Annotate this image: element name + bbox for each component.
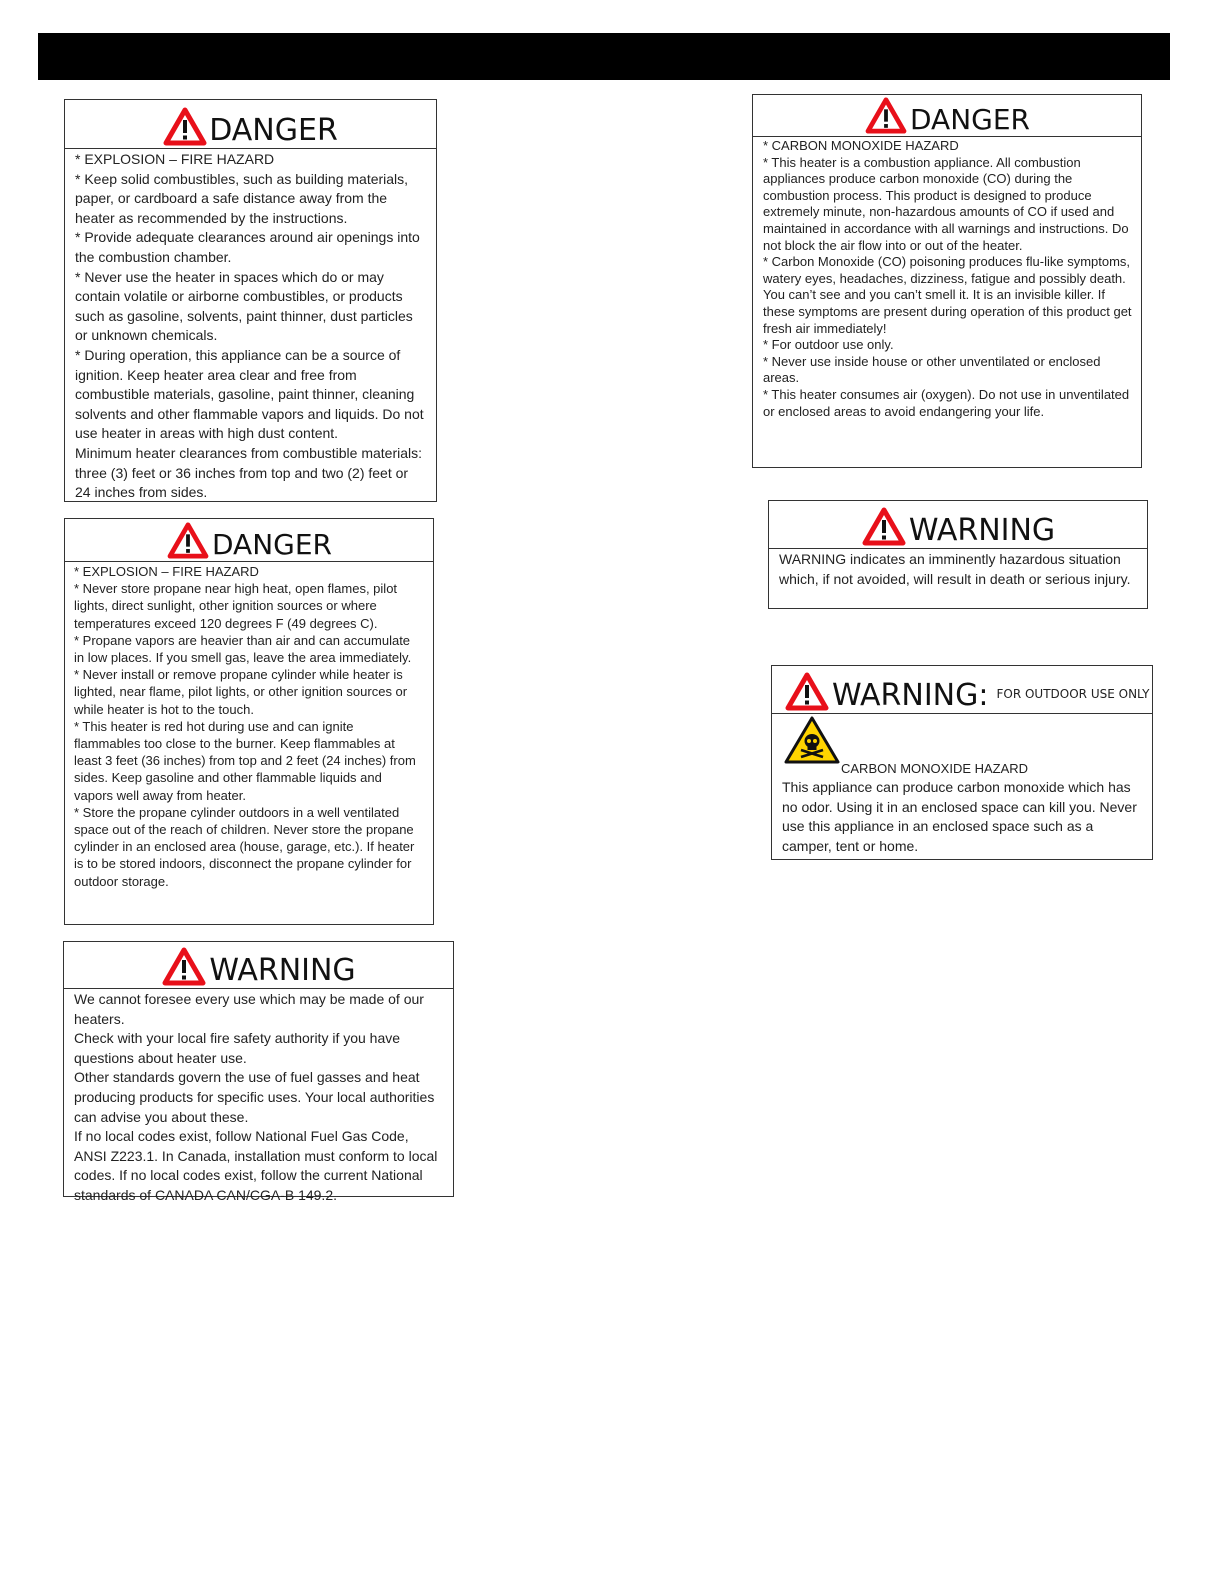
text-line: * Never use inside house or other unventilated or enclosed areas. — [763, 353, 1101, 386]
warning-body — [772, 776, 1152, 856]
warning-triangle-icon — [861, 507, 907, 546]
danger-header — [753, 95, 1141, 137]
text-line: * Propane vapors are heavier than air and can accumulate in low places. If you smell gas, leave the area immediately. — [74, 632, 412, 666]
warning-title: WARNING: — [832, 678, 989, 713]
text-line: * EXPLOSION – FIRE HAZARD — [74, 564, 259, 579]
danger-title: DANGER — [209, 113, 338, 148]
warning-body — [64, 989, 453, 1206]
text-line: * Store the propane cylinder outdoors in a well ventilated space out of the reach of children. Never store the propane cylinder in an enclosed area (house, garage, etc.). If heater is to be stored indoors, disconnect the propane cylinder for outdoor storage. — [74, 804, 415, 889]
text-line: * This heater is red hot during use and can ignite flammables too close to the burner. Keep flammables at least 3 feet (36 inches) from top and 2 feet (24 inches) from sides. Keep gasoline and other flammable liquids and vapors well away from heater. — [74, 718, 416, 803]
warning-triangle-icon — [166, 522, 210, 559]
co-hazard-row — [772, 714, 1152, 776]
danger-header — [65, 100, 436, 149]
danger-header — [65, 519, 433, 562]
text-line: * This heater consumes air (oxygen). Do not use in unventilated or enclosed areas to avoid endangering your life. — [763, 386, 1130, 419]
danger-body — [753, 137, 1141, 420]
danger-explosion-box — [64, 99, 437, 502]
warning-triangle-icon — [864, 97, 908, 134]
warning-body — [769, 549, 1147, 589]
text-line: * Carbon Monoxide (CO) poisoning produces flu-like symptoms, watery eyes, headaches, dizziness, fatigue and possibly death. You can’t see and you can’t smell it. It is an invisible killer. If these symptoms are present during operation of this product get fresh air immediately! — [763, 254, 1132, 336]
text-line: * Never install or remove propane cylinder while heater is lighted, near flame, pilot lights, or other ignition sources or while heater is hot to the touch. — [74, 667, 408, 717]
text-line: Other standards govern the use of fuel gasses and heat producing products for specific uses. Your local authorities can advise you about these. — [74, 1069, 435, 1125]
danger-co-box — [752, 94, 1142, 468]
warning-definition-box — [768, 500, 1148, 609]
text-line: * CARBON MONOXIDE HAZARD — [763, 138, 959, 153]
danger-title: DANGER — [909, 103, 1030, 136]
co-warning-text: This appliance can produce carbon monoxide which has no odor. Using it in an enclosed space can kill you. Never use this appliance in an enclosed space such as a camper, tent or home. — [782, 779, 1137, 854]
text-line: We cannot foresee every use which may be made of our heaters. — [74, 991, 424, 1027]
warning-outdoor-box — [771, 665, 1153, 860]
text-line: * Keep solid combustibles, such as building materials, paper, or cardboard a safe distance away from the heater as recommended by the instructions. — [75, 170, 409, 226]
text-line: If no local codes exist, follow National Fuel Gas Code, ANSI Z223.1. In Canada, installation must conform to local codes. If no local codes exist, follow the current National standards of CANADA CAN/CGA-B 149.2. — [74, 1128, 438, 1203]
warning-header — [772, 666, 1152, 714]
danger-propane-box — [64, 518, 434, 925]
text-line: * For outdoor use only. — [763, 337, 894, 353]
text-line: * Provide adequate clearances around air openings into the combustion chamber. — [75, 229, 420, 265]
text-line: * During operation, this appliance can be a source of ignition. Keep heater area clear and free from combustible materials, gasoline, paint thinner, cleaning solvents and other flammable vapors and liquids. Do not use heater in areas with high dust content. — [75, 346, 424, 442]
warning-header — [64, 942, 453, 989]
outdoor-use-subtitle: FOR OUTDOOR USE ONLY — [996, 686, 1150, 701]
warning-header — [769, 501, 1147, 549]
text-line: * Never use the heater in spaces which do or may contain volatile or airborne combustibles, or products such as gasoline, solvents, paint thinner, dust particles or unknown chemicals. — [75, 268, 413, 344]
warning-general-box — [63, 941, 454, 1203]
header-bar — [38, 33, 1170, 80]
danger-title: DANGER — [211, 528, 332, 561]
warning-triangle-icon — [784, 672, 830, 711]
warning-title: WARNING — [908, 513, 1056, 548]
danger-body — [65, 149, 436, 503]
text-line: * Never store propane near high heat, open flames, pilot lights, direct sunlight, other ignition sources or where temperatures exceed 120 degrees F (49 degrees C). — [74, 581, 398, 631]
warning-triangle-icon — [163, 107, 207, 146]
warning-triangle-icon — [161, 947, 207, 986]
warning-definition-text: WARNING indicates an imminently hazardous situation which, if not avoided, will result in death or serious injury. — [779, 551, 1131, 587]
warning-title: WARNING — [209, 953, 356, 988]
danger-body — [65, 562, 433, 890]
text-line: Check with your local fire safety authority if you have questions about heater use. — [74, 1030, 401, 1066]
skull-hazard-icon — [784, 716, 840, 764]
text-line: * This heater is a combustion appliance. All combustion appliances produce carbon monoxide (CO) during the combustion process. This product is designed to produce extremely minute, non-hazardous amounts of CO if used and maintained in accordance with all warnings and instructions. Do not block the air flow into or out of the heater. — [763, 154, 1129, 253]
text-line: Minimum heater clearances from combustible materials: three (3) feet or 36 inches from top and two (2) feet or 24 inches from sides. — [75, 444, 423, 501]
text-line: * EXPLOSION – FIRE HAZARD — [75, 151, 275, 167]
co-hazard-label: CARBON MONOXIDE HAZARD — [841, 761, 1029, 776]
